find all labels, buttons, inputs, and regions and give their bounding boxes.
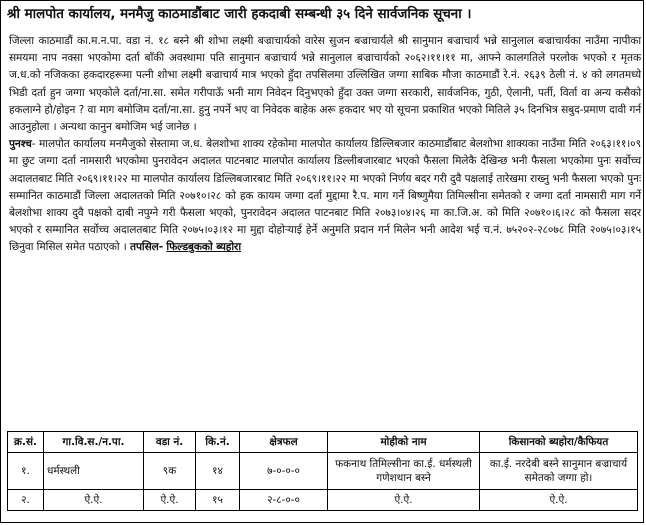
punascha-label: पुनश्च — [9, 138, 32, 151]
table-row — [8, 453, 638, 490]
main-paragraph: जिल्ला काठमाडौं का.म.न.पा. वडा नं. १८ बस्ने श्री शोभा लक्ष्मी बज्राचार्यको वारेस सुजन बज्राचार्यले श्री सानुमान बज्राचार्य भन्ने सानुलाल बज्राचार्यका नाउँमा नापीका समयमा नाप नक्सा भएकोमा दर्ता बाँकी अवस्थामा पति सानुमान बज्राचार्य भन्ने सानुलाल बज्राचार्यको २०६२।११।११ मा, आफ्ने कालगतिले परलोक भएको र मृतक ज.ध.को नजिकका हकदारहरूमा पत्नी शोभा लक्ष्मी बज्राचार्य मात्र भएको हुँदा तपसिलमा उल्लिखित जग्गा साबिक मौजा काठमाडौं रे.नं. २६३९ ठेली नं. ४ को लगतमध्ये भिडी दर्ता हुन जग्गा भएकोले दर्ता/ना.सा. समेत गरीपाऊँ भनी माग निवेदन दिनुभएको हुँदा उक्त जग्गा सरकारी, सार्वजनिक, गुठी, ऐलानी, पर्ती, विर्ता वा अन्य कसैको हकलाग्ने हो/होइन ? वा माग बमोजिम दर्ता/ना.सा. हुनु नपर्ने भए वा निवेदक बाहेक अरू हकदार भए यो सूचना प्रकाशित भएको मितिले ३५ दिनभित्र सबुद-प्रमाण दावी गर्न आउनुहोला । अन्यथा कानुन बमोजिम भई जानेछ । — [9, 35, 641, 134]
postscript-text: - मालपोत कार्यालय मनमैजुको सेस्तामा ज.ध. बेलशोभा शाक्य रहेकोमा मालपोत कार्यालय डिल्लिबजार काठमाडौंबाट बेलशोभा शाक्यका नाउँमा मिति २०६३।११।०९ मा छुट जग्गा दर्ता नामसारी भएकोमा पुनरावेदन अदालत पाटनबाट मालपोत कार्यालय डिल्लीबजारबाट भएको फैसला मिलेकै देखिन्छ भनी फैसला भएकोमा पुनः सर्वोच्च अदालतबाट मिति २०६९।११।२२ मा मालपोत कार्यालय डिल्लिबजारबाट मिति २०६९।११।२२ मा भएको निर्णय बदर गरी दुवै पक्षलाई तारेखमा राख्नु भनी फैसला भएको पुनः सम्मानित काठमाडौं जिल्ला अदालतको मिति २०७१०।२८ को हक कायम जग्गा दर्ता मुद्दामा रै.प. माग गर्ने बिष्णुमैया तिमिल्सीना समेतको र जग्गा दर्ता नामसारी माग गर्ने बेलशोभा शाक्य दुवै पक्षको दाबी नपुग्ने गरी फैसला भएको, पुनरावेदन अदालत पाटनबाट मिति २०७३।०४।२६ मा का.जि.अ. को मिति २०७१०।६।२८ को फैसला सदर भएको र सम्मानित सर्वोच्च अदालतबाट मिति २०७५।०३।१२ मा मुद्दा दोहोऱ्याई हेर्ने अनुमति प्रदान गर्न मिलेन भनी आदेश भई च.नं. ७५२०२-२८०७८ मिति २०७५।०३।१५ छिनुवा मिसिल समेत पठाएको । — [9, 138, 641, 254]
cell-vdc: धर्मस्थली — [44, 453, 144, 490]
table-row — [8, 490, 638, 511]
cell-remarks: ऐ.ऐ. — [480, 490, 638, 511]
notice-body — [9, 33, 641, 257]
header-area: क्षेत्रफल — [240, 432, 328, 453]
cell-plot: १५ — [196, 490, 240, 511]
table-header-row — [8, 432, 638, 453]
cell-remarks: का.ई. नरदेबी बस्ने सानुमान बज्राचार्य समेतको जग्गा हो। — [480, 453, 638, 490]
cell-area: २-८-०-० — [240, 490, 328, 511]
cell-serial: २. — [8, 490, 44, 511]
cell-plot: १४ — [196, 453, 240, 490]
cell-serial: १. — [8, 453, 44, 490]
header-vdc-municipality: गा.वि.स./न.पा. — [44, 432, 144, 453]
details-table — [7, 431, 638, 511]
header-ward-no: वडा नं. — [144, 432, 196, 453]
cell-area: ७-०-०-० — [240, 453, 328, 490]
cell-tenant: ऐ.ऐ. — [328, 490, 480, 511]
cell-ward: ऐ.ऐ. — [144, 490, 196, 511]
cell-tenant: फकनाथ तिमिल्सीना का.ई. धर्मस्थली गणेशथान बस्ने — [328, 453, 480, 490]
cell-vdc: ऐ.ऐ. — [44, 490, 144, 511]
header-plot-no: कि.नं. — [196, 432, 240, 453]
fieldbook-heading: फिल्डबुकको ब्यहोरा — [166, 241, 242, 254]
header-serial: क्र.सं. — [8, 432, 44, 453]
header-farmer-remarks: किसानको ब्यहोरा/कैफियत — [480, 432, 638, 453]
header-tenant-name: मोहीको नाम — [328, 432, 480, 453]
tapasil-label: तपसिल- — [130, 241, 164, 254]
cell-ward: ९क — [144, 453, 196, 490]
postscript-paragraph — [9, 136, 641, 256]
notice-title: श्री मालपोत कार्यालय, मनमैजु काठमाडौंबाट जारी हकदाबी सम्बन्धी ३५ दिने सार्वजनिक सूचना । — [7, 7, 472, 22]
